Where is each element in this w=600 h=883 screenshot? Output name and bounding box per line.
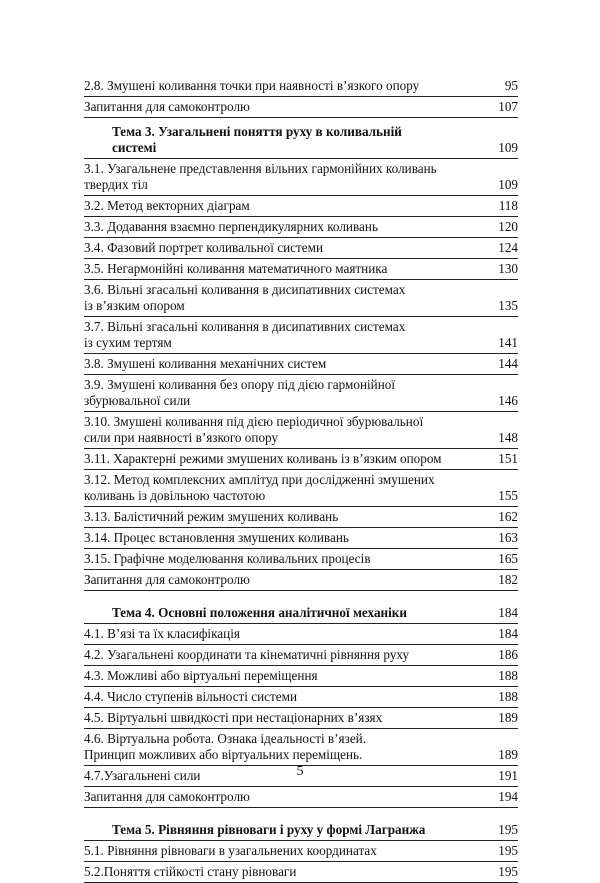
toc-entry-title: 2.8. Змушені коливання точки при наявності в’язкого опору	[84, 78, 420, 93]
toc-entry-title: Тема 5. Рівняння рівноваги і руху у формі Лагранжа	[112, 822, 426, 837]
toc-entry	[84, 97, 518, 118]
toc-entry-page: 135	[498, 298, 518, 313]
toc-entry-page: 155	[498, 488, 518, 503]
toc-section-heading	[84, 118, 518, 159]
toc-entry-page: 107	[498, 99, 518, 114]
toc-entry	[84, 470, 518, 507]
toc-entry-title: 3.4. Фазовий портрет коливальної системи	[84, 240, 324, 255]
toc-entry-title: 3.3. Додавання взаємно перпендикулярних коливань	[84, 219, 378, 234]
toc-entry-title: 3.10. Змушені коливання під дією періодичної збурювальної сили при наявності в’язкого опору	[84, 414, 424, 445]
toc-entry-title: Тема 4. Основні положення аналітичної механіки	[112, 605, 407, 620]
toc-entry-page: 195	[498, 843, 518, 858]
toc-entry-page: 124	[498, 240, 518, 255]
toc-entry	[84, 196, 518, 217]
page-number: 5	[296, 764, 304, 779]
toc-entry	[84, 507, 518, 528]
toc-entry-title: 3.11. Характерні режими змушених коливань із в’язким опором	[84, 451, 442, 466]
toc-entry	[84, 624, 518, 645]
toc-entry-title: 4.5. Віртуальні швидкості при нестаціонарних в’язях	[84, 710, 383, 725]
toc-entry-title: 3.5. Негармонійні коливання математичного маятника	[84, 261, 388, 276]
toc-entry-title: 3.15. Графічне моделювання коливальних процесів	[84, 551, 371, 566]
toc-entry-page: 189	[498, 747, 518, 762]
toc-entry-title: 3.14. Процес встановлення змушених коливань	[84, 530, 349, 545]
toc-entry-page: 188	[498, 668, 518, 683]
toc-section-heading	[84, 591, 518, 624]
toc-entry-title: Запитання для самоконтролю	[84, 572, 250, 587]
toc-entry-page: 184	[498, 605, 518, 620]
toc-entry-title: 4.6. Віртуальна робота. Ознака ідеальності в’язей. Принцип можливих або віртуальних переміщень.	[84, 731, 367, 762]
toc-entry-title: 5.1. Рівняння рівноваги в узагальнених координатах	[84, 843, 377, 858]
toc-entry-page: 165	[498, 551, 518, 566]
toc-entry	[84, 412, 518, 449]
toc-entry	[84, 645, 518, 666]
toc-entry-title: 4.3. Можливі або віртуальні переміщення	[84, 668, 318, 683]
toc-entry-page: 163	[498, 530, 518, 545]
toc-entry-title: 3.7. Вільні згасальні коливання в дисипативних системах із сухим тертям	[84, 319, 406, 350]
toc-entry-title: 3.13. Балістичний режим змушених коливань	[84, 509, 339, 524]
toc-entry-title: 3.2. Метод векторних діаграм	[84, 198, 250, 213]
toc-entry-page: 109	[498, 177, 518, 192]
toc-entry	[84, 570, 518, 591]
toc-entry-page: 182	[498, 572, 518, 587]
toc-section-heading	[84, 808, 518, 841]
toc-entry	[84, 449, 518, 470]
toc-entry-title: 3.8. Змушені коливання механічних систем	[84, 356, 327, 371]
toc-entry-page: 95	[504, 78, 518, 93]
toc-entry	[84, 259, 518, 280]
toc-entry	[84, 841, 518, 862]
toc-entry	[84, 217, 518, 238]
toc-entry-title: 4.2. Узагальнені координати та кінематичні рівняння руху	[84, 647, 410, 662]
toc-entry-page: 144	[498, 356, 518, 371]
toc-entry-page: 120	[498, 219, 518, 234]
toc-entry	[84, 787, 518, 808]
toc-entry-page: 151	[498, 451, 518, 466]
toc-entry	[84, 354, 518, 375]
toc-entry-title: Запитання для самоконтролю	[84, 789, 250, 804]
toc-entry-title: 3.6. Вільні згасальні коливання в дисипативних системах із в’язким опором	[84, 282, 406, 313]
toc-entry	[84, 687, 518, 708]
toc-entry-page: 186	[498, 647, 518, 662]
toc-entry	[84, 666, 518, 687]
toc-entry	[84, 708, 518, 729]
toc-entry	[84, 317, 518, 354]
toc-entry	[84, 280, 518, 317]
toc-entry-title: 4.4. Число ступенів вільності системи	[84, 689, 298, 704]
toc-entry	[84, 862, 518, 883]
toc-entry	[84, 159, 518, 196]
toc-entry-page: 184	[498, 626, 518, 641]
toc-entry	[84, 729, 518, 766]
toc-entry	[84, 375, 518, 412]
toc-entry-page: 195	[498, 864, 518, 879]
toc-entry	[84, 76, 518, 97]
toc-entry-title: 4.7.Узагальнені сили	[84, 768, 201, 783]
toc-entry-page: 191	[498, 768, 518, 783]
toc-entry-page: 141	[498, 335, 518, 350]
toc-entry-page: 118	[498, 198, 518, 213]
toc-entry-title: 3.12. Метод комплексних амплітуд при дослідженні змушених коливань із довільною частотою	[84, 472, 435, 503]
toc-entry-page: 148	[498, 430, 518, 445]
toc-entry-title: Запитання для самоконтролю	[84, 99, 250, 114]
toc-entry-title: Тема 3. Узагальнені поняття руху в коливальній системі	[112, 124, 402, 155]
toc-entry-page: 162	[498, 509, 518, 524]
toc-entry	[84, 528, 518, 549]
toc-entry-page: 194	[498, 789, 518, 804]
toc-entry	[84, 549, 518, 570]
toc-entry-page: 146	[498, 393, 518, 408]
toc-entry-page: 109	[498, 140, 518, 155]
toc-entry-page: 195	[498, 822, 518, 837]
toc-entry-title: 5.2.Поняття стійкості стану рівноваги	[84, 864, 297, 879]
toc-entry-page: 188	[498, 689, 518, 704]
table-of-contents	[84, 76, 518, 883]
toc-entry	[84, 238, 518, 259]
toc-entry-title: 3.9. Змушені коливання без опору під дією гармонійної збурювальної сили	[84, 377, 396, 408]
toc-entry-page: 130	[498, 261, 518, 276]
toc-entry-title: 4.1. В’язі та їх класифікація	[84, 626, 240, 641]
toc-entry-page: 189	[498, 710, 518, 725]
toc-entry-title: 3.1. Узагальнене представлення вільних гармонійних коливань твердих тіл	[84, 161, 437, 192]
